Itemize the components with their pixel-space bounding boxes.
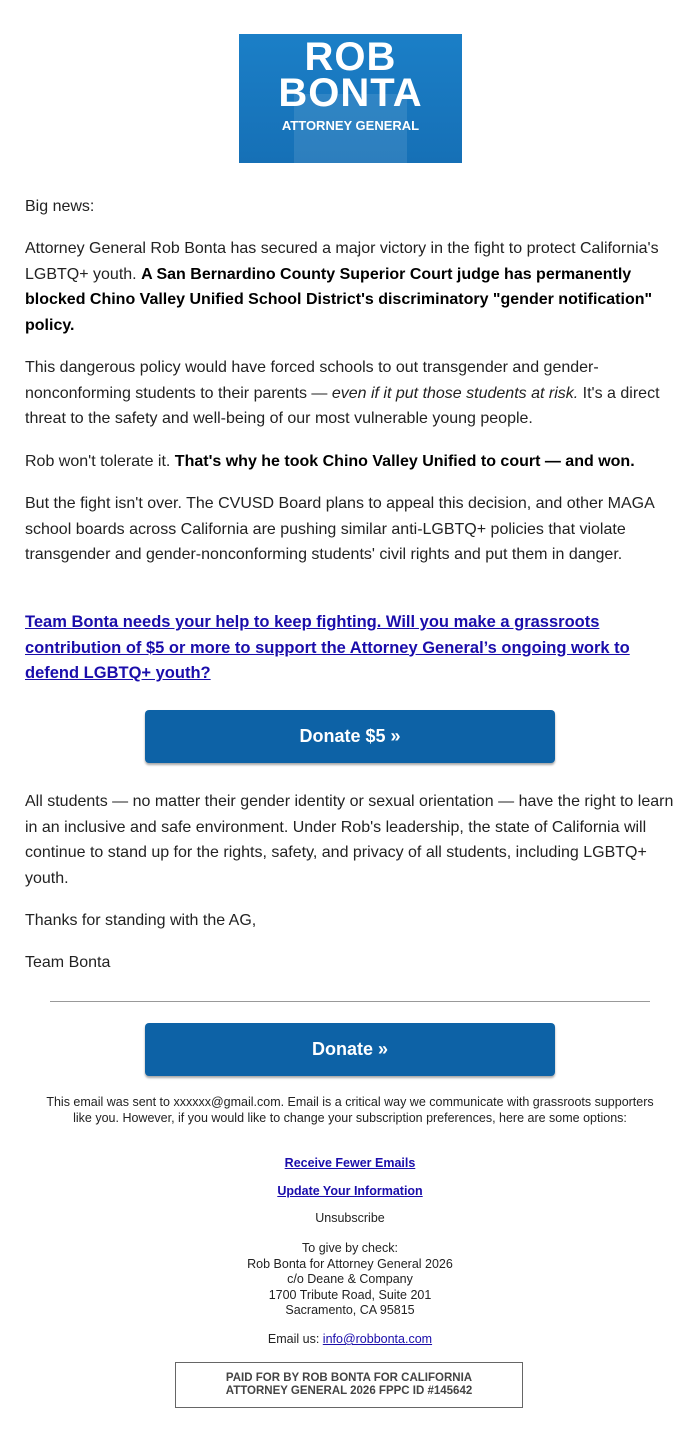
paragraph-court-text: Rob won't tolerate it. xyxy=(25,453,175,470)
receive-fewer-emails-link[interactable]: Receive Fewer Emails xyxy=(284,1156,416,1170)
address-line-1: Rob Bonta for Attorney General 2026 xyxy=(247,1256,453,1271)
email-us-link[interactable]: info@robbonta.com xyxy=(322,1332,433,1346)
paid-for-disclaimer xyxy=(175,1362,523,1408)
donate-5-button[interactable]: Donate $5 » xyxy=(145,710,555,763)
rob-bonta-logo xyxy=(239,34,462,163)
email-us-label: Email us: xyxy=(267,1332,323,1346)
signoff: Thanks for standing with the AG, xyxy=(25,912,257,929)
paragraph-policy-text: This dangerous policy would have forced schools to out transgender and gender-nonconforming students to their parents — xyxy=(25,359,599,402)
receive-fewer-emails-row xyxy=(40,1155,660,1171)
paragraph-victory-text: Attorney General Rob Bonta has secured a major victory in the fight to protect California's LGBTQ+ youth. xyxy=(25,240,659,283)
paragraph-policy xyxy=(25,355,680,432)
paragraph-victory-bold: A San Bernardino County Superior Court judge has permanently blocked Chino Valley Unified School District's discriminatory "gender notification" policy. xyxy=(25,265,653,334)
greeting: Big news: xyxy=(25,198,95,215)
email-us-row xyxy=(40,1332,660,1348)
paid-for-line-2: ATTORNEY GENERAL 2026 FPPC ID #145642 xyxy=(225,1385,473,1397)
divider xyxy=(50,1001,650,1002)
contribution-link[interactable]: Team Bonta needs your help to keep fighting. Will you make a grassroots contribution of $5 or more to support the Attorney General’s ongoing work to defend LGBTQ+ youth? xyxy=(25,613,630,682)
address-line-2: c/o Deane & Company xyxy=(287,1272,413,1286)
logo-line-title: ATTORNEY GENERAL xyxy=(281,118,420,133)
paragraph-policy-tail: It's a direct threat to the safety and well-being of our most vulnerable young people. xyxy=(25,384,660,427)
check-address-block xyxy=(40,1241,660,1319)
check-heading: To give by check: xyxy=(302,1241,398,1255)
address-line-3: 1700 Tribute Road, Suite 201 xyxy=(268,1287,432,1302)
donate-button[interactable]: Donate » xyxy=(145,1023,555,1076)
paid-for-line-1: PAID FOR BY ROB BONTA FOR CALIFORNIA xyxy=(225,1372,473,1384)
paragraph-court xyxy=(25,449,680,475)
paragraph-victory xyxy=(25,236,680,338)
signature: Team Bonta xyxy=(25,954,111,971)
paragraph-appeal: But the fight isn't over. The CVUSD Board plans to appeal this decision, and other MAGA school boards across California are pushing similar anti-LGBTQ+ policies that violate transgender and gender-nonconforming students' civil rights and put them in danger. xyxy=(25,495,654,563)
paragraph-students: All students — no matter their gender identity or sexual orientation — have the right to learn in an inclusive and safe environment. Under Rob's leadership, the state of California will continue to stand up for the rights, safety, and privacy of all students, including LGBTQ+ youth. xyxy=(25,793,674,887)
address-line-4: Sacramento, CA 95815 xyxy=(285,1303,415,1317)
paragraph-court-bold: That's why he took Chino Valley Unified to court — and won. xyxy=(174,453,635,470)
update-information-row xyxy=(40,1183,660,1199)
unsubscribe-link[interactable]: Unsubscribe xyxy=(315,1211,385,1225)
logo-line-rob: ROB xyxy=(304,35,397,79)
logo-line-bonta: BONTA xyxy=(278,71,423,115)
paragraph-policy-italic: even if it put those students at risk. xyxy=(331,384,579,402)
update-information-link[interactable]: Update Your Information xyxy=(277,1184,423,1198)
footer-notice: This email was sent to xxxxxx@gmail.com. Email is a critical way we communicate with grassroots supporters like you. However, if you would like to change your subscription preferences, here are some options: xyxy=(46,1095,654,1125)
